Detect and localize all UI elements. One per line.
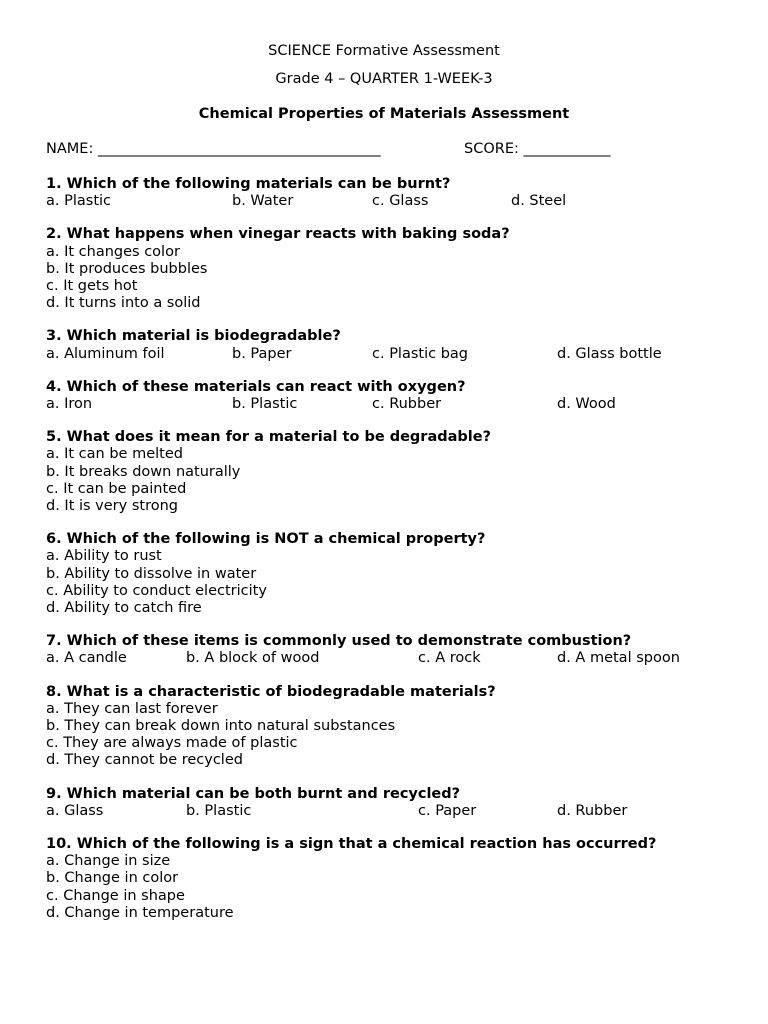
answer-option: a. It changes color [46, 243, 180, 260]
assessment-title: Chemical Properties of Materials Assessment [198, 106, 570, 122]
answer-option: b. They can break down into natural substances [46, 718, 396, 735]
question-text: 9. Which material can be both burnt and recycled? [46, 785, 461, 802]
question-block [46, 786, 746, 820]
question-block [46, 633, 746, 667]
answer-option: d. It is very strong [46, 498, 178, 514]
answer-option: b. Water [232, 193, 294, 210]
answer-option: c. Plastic bag [372, 345, 468, 362]
question-text: 4. Which of these materials can react with oxygen? [46, 378, 466, 395]
answer-option: b. Plastic [232, 396, 298, 412]
answer-option: a. Plastic [46, 193, 112, 210]
answer-option: c. They are always made of plastic [46, 735, 298, 752]
answer-option: d. Wood [557, 396, 616, 412]
answer-options-row [46, 193, 746, 210]
answer-option: d. They cannot be recycled [46, 752, 243, 769]
question-block [46, 226, 746, 312]
question-text: 5. What does it mean for a material to be degradable? [46, 429, 492, 446]
question-list [46, 176, 746, 938]
question-text: 6. Which of the following is NOT a chemical property? [46, 531, 486, 548]
answer-option: c. It gets hot [46, 278, 138, 294]
answer-option: c. Ability to conduct electricity [46, 582, 267, 599]
question-block [46, 531, 746, 617]
question-text: 8. What is a characteristic of biodegradable materials? [46, 683, 496, 700]
answer-option: c. Change in shape [46, 887, 185, 904]
answer-options-row [46, 396, 746, 413]
answer-option: b. Paper [232, 345, 292, 362]
answer-option: b. Change in color [46, 870, 179, 887]
question-text: 1. Which of the following materials can be burnt? [46, 176, 451, 192]
answer-option: a. It can be melted [46, 446, 183, 463]
answer-option: a. Change in size [46, 853, 171, 870]
subject-heading: SCIENCE Formative Assessment [268, 43, 500, 59]
answer-option: b. It produces bubbles [46, 260, 208, 277]
answer-option: a. Glass [46, 802, 104, 819]
answer-option: a. Aluminum foil [46, 345, 165, 362]
answer-options-row [46, 650, 746, 667]
question-block [46, 684, 746, 770]
answer-option: d. It turns into a solid [46, 295, 201, 312]
answer-option: d. Steel [511, 193, 567, 210]
answer-option: a. Iron [46, 396, 93, 412]
answer-option: d. Rubber [557, 802, 628, 819]
question-block [46, 429, 746, 515]
question-block [46, 328, 746, 362]
answer-options-row [46, 803, 746, 820]
answer-option: a. Ability to rust [46, 548, 162, 565]
question-block [46, 176, 746, 210]
question-block [46, 379, 746, 413]
question-text: 2. What happens when vinegar reacts with baking soda? [46, 226, 510, 243]
answer-option: c. A rock [418, 650, 481, 667]
answer-option: a. They can last forever [46, 700, 218, 717]
answer-option: d. A metal spoon [557, 650, 680, 667]
answer-option: b. Plastic [186, 802, 252, 819]
answer-option: b. A block of wood [186, 650, 320, 667]
question-text: 3. Which material is biodegradable? [46, 328, 341, 345]
answer-option: d. Ability to catch fire [46, 600, 202, 617]
question-block [46, 836, 746, 922]
name-field: NAME: _______________________________________ [46, 141, 381, 157]
answer-option: c. Glass [372, 193, 429, 210]
answer-option: a. A candle [46, 650, 127, 667]
answer-option: c. Rubber [372, 396, 442, 412]
grade-quarter-heading: Grade 4 – QUARTER 1-WEEK-3 [275, 71, 493, 87]
answer-option: c. It can be painted [46, 480, 187, 497]
answer-option: b. It breaks down naturally [46, 463, 241, 480]
answer-option: d. Change in temperature [46, 904, 234, 921]
question-text: 10. Which of the following is a sign that a chemical reaction has occurred? [46, 836, 657, 853]
answer-options-row [46, 346, 746, 363]
score-field: SCORE: ____________ [464, 141, 611, 157]
answer-option: d. Glass bottle [557, 345, 662, 362]
answer-option: b. Ability to dissolve in water [46, 565, 257, 582]
answer-option: c. Paper [418, 802, 477, 819]
question-text: 7. Which of these items is commonly used to demonstrate combustion? [46, 633, 632, 650]
